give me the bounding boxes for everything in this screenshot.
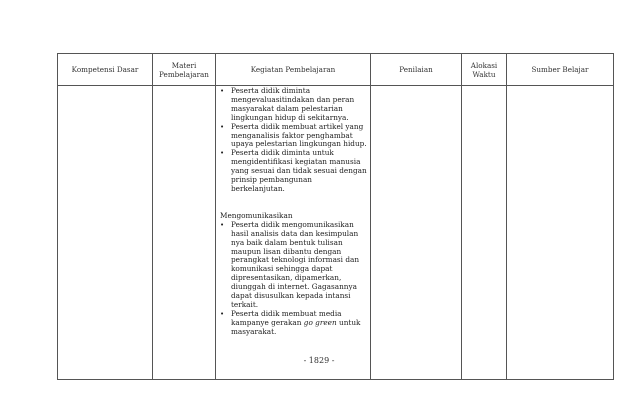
cell-penilaian	[371, 86, 462, 380]
header-materi-pembelajaran: Materi Pembelajaran	[153, 54, 216, 86]
cell-kompetensi-dasar	[58, 86, 153, 380]
page-number: - 1829 -	[303, 356, 335, 365]
section-heading-mengomunikasikan: Mengomunikasikan	[220, 210, 293, 220]
header-sumber-belajar: Sumber Belajar	[507, 54, 614, 86]
list-item: • Peserta didik diminta mengevaluasitindakan dan peran masyarakat dalam pelestarian lingkungan hidup di sekitarnya.	[220, 86, 355, 122]
bullet-icon: •	[220, 149, 225, 158]
cell-alokasi-waktu	[462, 86, 507, 380]
bullet-icon: •	[220, 87, 225, 95]
list-item: • Peserta didik membuat artikel yang menganalisis faktor penghambat upaya pelestarian lingkungan hidup.	[220, 121, 367, 149]
list-item: • Peserta didik diminta untuk mengidentifikasi kegiatan manusia yang sesuai dan tidak sesuai dengan prinsip pembangunan berkelanjutan.	[220, 148, 367, 193]
bullet-icon: •	[220, 220, 225, 229]
lesson-plan-table	[57, 53, 614, 380]
header-kegiatan-pembelajaran: Kegiatan Pembelajaran	[216, 54, 371, 86]
cell-materi-pembelajaran	[153, 86, 216, 380]
cell-sumber-belajar	[507, 86, 614, 380]
bullet-icon: •	[220, 309, 225, 318]
activity-list-top	[220, 87, 368, 194]
table-header-row	[58, 54, 614, 86]
list-item: • Peserta didik membuat media kampanye gerakan go green untuk masyarakat.	[220, 308, 361, 336]
header-kompetensi-dasar: Kompetensi Dasar	[58, 54, 153, 86]
header-penilaian: Penilaian	[371, 54, 462, 86]
emphasis-go-green: go green	[303, 317, 337, 327]
activity-list-bottom	[220, 221, 368, 337]
list-item: • Peserta didik mengomunikasikan hasil analisis data dan kesimpulan nya baik dalam bentuk tulisan maupun lisan dibantu dengan perangkat teknologi informasi dan komunikasi sehingga dapat dipresentasikan, dipamerkan, diunggah di internet. Gagasannya dapat disusulkan kepada intansi terkait.	[220, 219, 360, 309]
table-row	[58, 86, 614, 380]
header-alokasi-waktu: Alokasi Waktu	[462, 54, 507, 86]
bullet-icon: •	[220, 122, 225, 131]
cell-kegiatan-pembelajaran	[216, 86, 371, 380]
